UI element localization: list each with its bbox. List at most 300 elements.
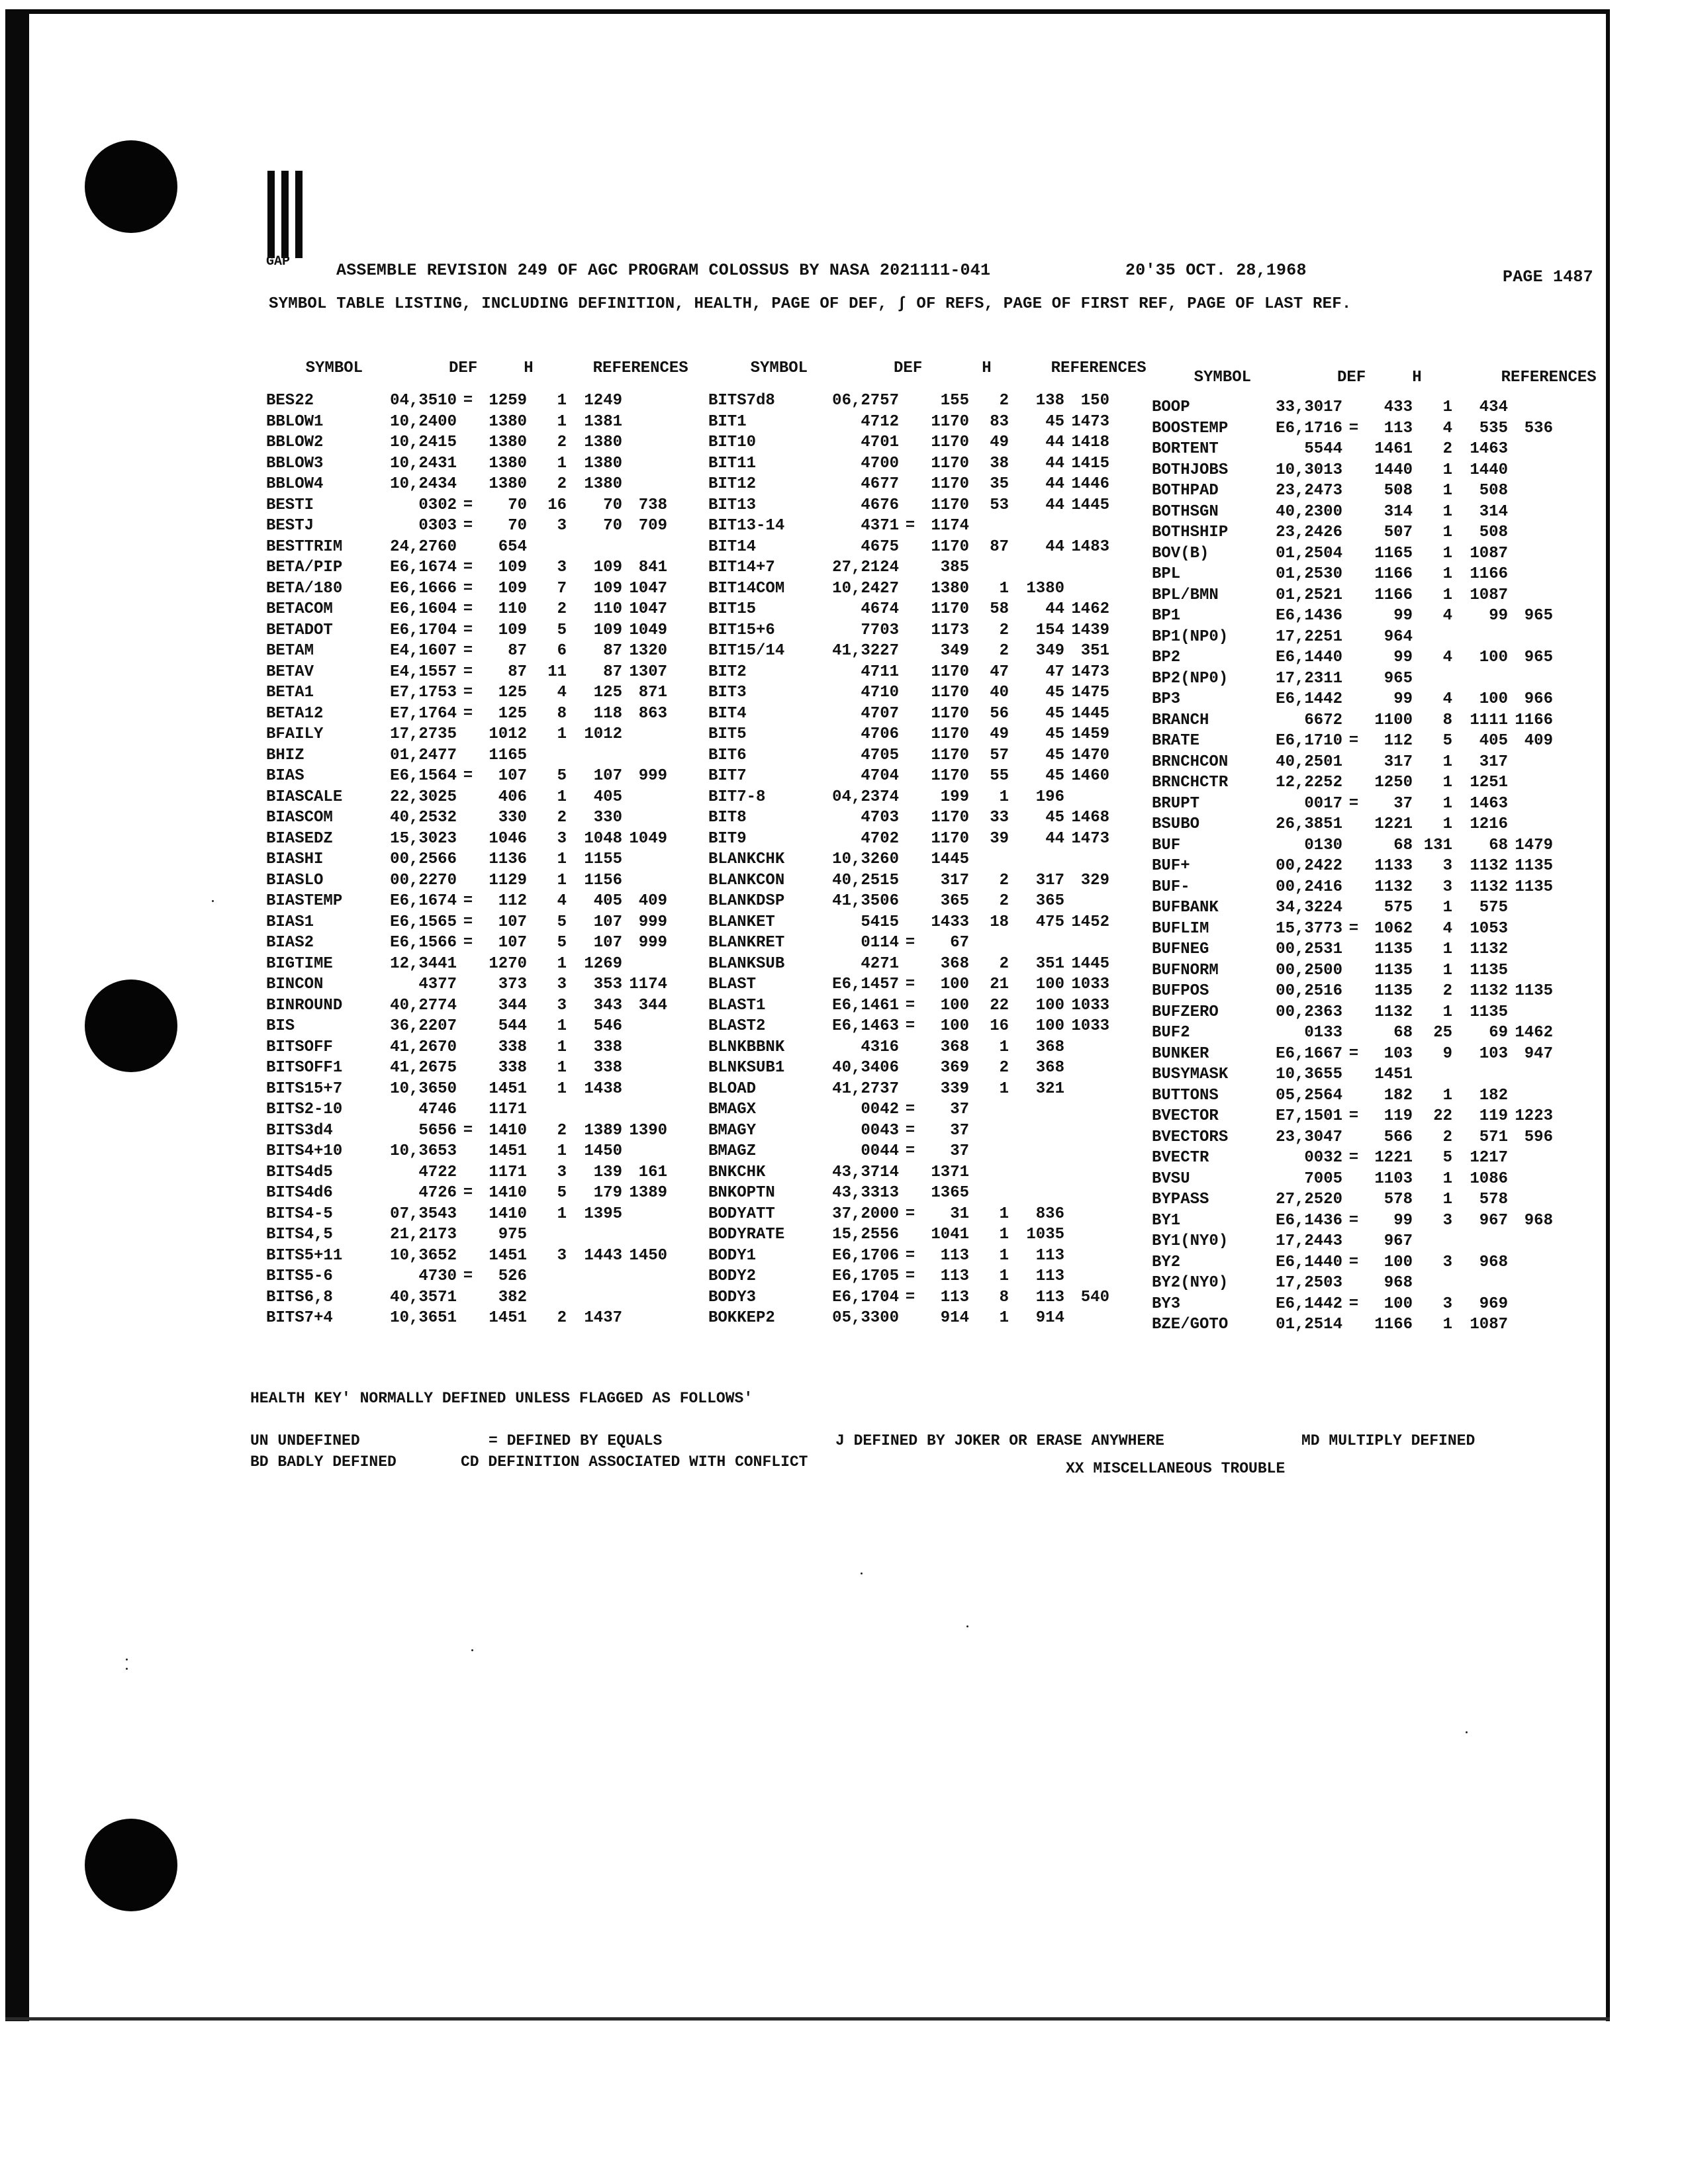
health-flag: = [905,1121,915,1140]
symbol-definition: 23,3047 [1276,1128,1342,1146]
symbol-row [708,912,1109,933]
first-reference-page: 365 [1035,892,1064,911]
first-reference-page: 1135 [1470,961,1508,979]
first-reference-page: 44 [1045,496,1064,514]
symbol-name: BZE/GOTO [1152,1316,1229,1334]
symbol-definition: 4707 [861,704,899,723]
symbol-definition: E6,1667 [1276,1044,1342,1063]
definition-page: 382 [498,1288,527,1306]
definition-page: 100 [1383,1295,1413,1313]
symbol-name: BITS2-10 [266,1101,343,1119]
last-reference-page: 1389 [629,1184,667,1203]
symbol-row [1152,1252,1553,1273]
health-flag: = [463,392,473,410]
symbol-name: BLANKCHK [708,850,785,869]
symbol-row [266,954,667,975]
symbol-row [1152,397,1553,418]
symbol-name: BODYRATE [708,1226,785,1244]
reference-count: 18 [990,913,1009,931]
first-reference-page: 109 [593,579,622,598]
reference-count: 8 [557,704,567,723]
symbol-row [266,453,667,475]
symbol-row [708,1120,1109,1142]
symbol-row [1152,1023,1553,1044]
reference-count: 21 [990,976,1009,994]
health-flag: = [463,1121,473,1140]
symbol-row [708,412,1109,433]
first-reference-page: 44 [1045,475,1064,494]
symbol-definition: 0133 [1304,1024,1342,1042]
definition-page: 107 [498,767,527,786]
symbol-name: BFAILY [266,725,324,744]
definition-page: 1166 [1374,1316,1413,1334]
symbol-name: BRATE [1152,732,1200,751]
symbol-name: BITS4+10 [266,1142,343,1161]
definition-page: 368 [940,1038,969,1056]
reference-count: 1 [557,871,567,889]
symbol-row [1152,668,1553,690]
header-h: H [524,359,534,377]
symbol-definition: 10,2431 [390,454,457,473]
definition-page: 339 [940,1079,969,1098]
symbol-name: BVECTR [1152,1149,1209,1167]
reference-count: 56 [990,704,1009,723]
reference-count: 4 [1442,419,1452,437]
definition-page: 1371 [931,1163,969,1181]
last-reference-page: 329 [1080,871,1109,889]
definition-page: 99 [1393,649,1413,667]
definition-page: 566 [1383,1128,1413,1146]
first-reference-page: 351 [1035,954,1064,973]
symbol-definition: 15,2556 [832,1226,899,1244]
reference-count: 1 [999,1309,1009,1328]
reference-count: 1 [1442,461,1452,479]
symbol-name: BP2 [1152,649,1181,667]
first-reference-page: 100 [1035,1017,1064,1036]
symbol-name: BIASTEMP [266,892,343,911]
health-key-undefined: UN UNDEFINED [250,1432,360,1449]
definition-page: 526 [498,1267,527,1286]
symbol-name: BIT1 [708,412,747,431]
definition-page: 100 [940,976,969,994]
last-reference-page: 1473 [1071,829,1109,848]
symbol-row [1152,939,1553,960]
symbol-name: BBLOW4 [266,475,324,494]
symbol-definition: 21,2173 [390,1226,457,1244]
definition-page: 1170 [931,475,969,494]
symbol-name: BPL [1152,565,1181,584]
symbol-name: BOTHJOBS [1152,461,1229,479]
symbol-definition: 0032 [1304,1149,1342,1167]
reference-count: 4 [1442,607,1452,625]
definition-page: 1170 [931,684,969,702]
symbol-name: BOTHPAD [1152,482,1219,500]
scan-speck [966,1625,968,1627]
header-references: REFERENCES [1501,369,1597,387]
symbol-name: BY2 [1152,1253,1181,1271]
symbol-definition: E6,1565 [390,913,457,931]
first-reference-page: 434 [1479,398,1508,417]
last-reference-page: 1473 [1071,412,1109,431]
reference-count: 1 [1442,523,1452,542]
listing-title: ASSEMBLE REVISION 249 OF AGC PROGRAM COLOSSUS BY NASA 2021111-041 [336,261,991,280]
reference-count: 1 [557,725,567,744]
symbol-definition: E6,1666 [390,579,457,598]
symbol-row [708,704,1109,725]
reference-count: 2 [999,642,1009,660]
symbol-row [708,495,1109,516]
symbol-row [266,1183,667,1204]
first-reference-page: 968 [1479,1253,1508,1271]
symbol-definition: 4746 [418,1101,457,1119]
definition-page: 544 [498,1017,527,1036]
symbol-definition: 7703 [861,621,899,639]
symbol-name: BY1 [1152,1211,1181,1230]
symbol-definition: 00,2416 [1276,878,1342,896]
symbol-name: BLANKCON [708,871,785,889]
reference-count: 2 [999,892,1009,911]
symbol-row [1152,919,1553,940]
symbol-name: BETA/PIP [266,559,343,577]
symbol-definition: E6,1704 [832,1288,899,1306]
first-reference-page: 45 [1045,767,1064,786]
first-reference-page: 314 [1479,502,1508,521]
first-reference-page: 1132 [1470,940,1508,959]
symbol-name: BUFPOS [1152,982,1209,1001]
symbol-row [266,974,667,995]
first-reference-page: 353 [593,976,622,994]
definition-page: 507 [1383,523,1413,542]
symbol-definition: E6,1674 [390,892,457,911]
first-reference-page: 1463 [1470,794,1508,813]
last-reference-page: 1462 [1071,600,1109,619]
health-flag: = [1348,1107,1359,1126]
symbol-definition: 10,2415 [390,433,457,452]
symbol-definition: E7,1764 [390,704,457,723]
symbol-definition: 27,2520 [1276,1191,1342,1209]
first-reference-page: 578 [1479,1191,1508,1209]
first-reference-page: 914 [1035,1309,1064,1328]
health-flag: = [905,517,915,535]
definition-page: 575 [1383,899,1413,917]
symbol-definition: 4271 [861,954,899,973]
first-reference-page: 1251 [1470,774,1508,792]
first-reference-page: 45 [1045,412,1064,431]
last-reference-page: 1479 [1515,836,1553,854]
symbol-name: BIT8 [708,809,747,827]
symbol-definition: E6,1674 [390,559,457,577]
symbol-row [1152,877,1553,898]
definition-page: 1170 [931,767,969,786]
health-flag: = [1348,1253,1359,1271]
last-reference-page: 1049 [629,621,667,639]
symbol-name: BETAV [266,662,314,681]
symbol-row [708,474,1109,495]
health-flag: = [905,1101,915,1119]
symbol-name: BETA1 [266,684,314,702]
symbol-name: BIAS [266,767,305,786]
symbol-definition: 10,2400 [390,412,457,431]
symbol-definition: 4711 [861,662,899,681]
definition-page: 1365 [931,1184,969,1203]
symbol-row [266,933,667,954]
definition-page: 70 [508,496,527,514]
symbol-name: BLOAD [708,1079,757,1098]
definition-page: 1165 [489,746,527,764]
reference-count: 1 [1442,961,1452,979]
definition-page: 37 [950,1101,969,1119]
symbol-name: BRANCH [1152,711,1209,729]
first-reference-page: 368 [1035,1038,1064,1056]
definition-page: 1170 [931,725,969,744]
definition-page: 119 [1383,1107,1413,1126]
header-symbol: SYMBOL [1194,369,1252,387]
last-reference-page: 1047 [629,579,667,598]
definition-page: 100 [940,1017,969,1036]
first-reference-page: 1437 [584,1309,622,1328]
symbol-name: BLANKDSP [708,892,785,911]
symbol-definition: 17,2735 [390,725,457,744]
symbol-definition: 15,3023 [390,829,457,848]
health-flag: = [463,579,473,598]
first-reference-page: 1463 [1470,440,1508,459]
symbol-definition: 10,3013 [1276,461,1342,479]
definition-page: 107 [498,913,527,931]
symbol-name: BRNCHCTR [1152,774,1229,792]
symbol-name: BIT13-14 [708,517,785,535]
definition-page: 1174 [931,517,969,535]
symbol-definition: 01,2530 [1276,565,1342,584]
symbol-definition: 4701 [861,433,899,452]
first-reference-page: 1380 [584,475,622,494]
symbol-definition: E7,1753 [390,684,457,702]
symbol-definition: 01,2521 [1276,586,1342,604]
symbol-definition: 4674 [861,600,899,619]
symbol-definition: 5415 [861,913,899,931]
symbol-row [708,745,1109,766]
symbol-definition: 37,2000 [832,1205,899,1223]
first-reference-page: 125 [593,684,622,702]
symbol-row [266,599,667,620]
symbol-row [1152,502,1553,523]
health-flag: = [463,767,473,786]
symbol-definition: 01,2514 [1276,1316,1342,1334]
definition-page: 70 [508,517,527,535]
symbol-definition: 4705 [861,746,899,764]
first-reference-page: 138 [1035,392,1064,410]
symbol-definition: 6672 [1304,711,1342,729]
symbol-definition: E6,1457 [832,976,899,994]
symbol-name: BUFBANK [1152,899,1219,917]
symbol-row [266,849,667,870]
last-reference-page: 161 [638,1163,667,1181]
symbol-name: BIASCOM [266,809,333,827]
symbol-name: BIASLO [266,871,324,889]
last-reference-page: 409 [1524,732,1553,751]
first-reference-page: 1381 [584,412,622,431]
symbol-row [266,1099,667,1120]
symbol-row [1152,710,1553,731]
symbol-name: BIASHI [266,850,324,869]
definition-page: 1132 [1374,878,1413,896]
symbol-name: BLAST2 [708,1017,766,1036]
last-reference-page: 596 [1524,1128,1553,1146]
symbol-row [708,954,1109,975]
symbol-name: BITS6,8 [266,1288,333,1306]
last-reference-page: 1390 [629,1121,667,1140]
definition-page: 99 [1393,607,1413,625]
reference-count: 1 [1442,1316,1452,1334]
health-flag: = [905,1288,915,1306]
symbol-name: BIT6 [708,746,747,764]
symbol-definition: 00,2531 [1276,940,1342,959]
definition-page: 1270 [489,954,527,973]
symbol-row [266,432,667,453]
symbol-name: BIT2 [708,662,747,681]
first-reference-page: 1012 [584,725,622,744]
definition-page: 1171 [489,1163,527,1181]
reference-count: 16 [990,1017,1009,1036]
first-reference-page: 1249 [584,392,622,410]
symbol-definition: 4704 [861,767,899,786]
symbol-row [1152,772,1553,794]
header-symbol: SYMBOL [750,359,808,377]
symbol-name: BUF [1152,836,1181,854]
last-reference-page: 1033 [1071,1017,1109,1036]
definition-page: 1100 [1374,711,1413,729]
definition-page: 1451 [489,1079,527,1098]
header-def: DEF [894,359,923,377]
symbol-definition: 15,3773 [1276,919,1342,938]
reference-count: 1 [1442,815,1452,834]
symbol-name: BLNKSUB1 [708,1059,785,1077]
symbol-name: BP2(NP0) [1152,669,1229,688]
last-reference-page: 709 [638,517,667,535]
reference-count: 2 [999,392,1009,410]
last-reference-page: 1047 [629,600,667,619]
reference-count: 4 [1442,649,1452,667]
symbol-definition: 17,2251 [1276,627,1342,646]
symbol-definition: 40,2532 [390,809,457,827]
symbol-row [266,1079,667,1100]
symbol-name: BUF- [1152,878,1190,896]
column-headers-group-2 [712,341,1147,395]
first-reference-page: 1380 [1026,579,1064,598]
reference-count: 57 [990,746,1009,764]
symbol-row [1152,1064,1553,1085]
symbol-name: BODY2 [708,1267,757,1286]
symbol-name: BIT7 [708,767,747,786]
header-h: H [1412,369,1422,387]
health-flag: = [1348,1211,1359,1230]
symbol-name: BP1 [1152,607,1181,625]
health-flag: = [463,684,473,702]
definition-page: 1410 [489,1205,527,1223]
symbol-row [708,1162,1109,1183]
reference-count: 1 [557,412,567,431]
symbol-definition: 4726 [418,1184,457,1203]
symbol-definition: E6,1716 [1276,419,1342,437]
symbol-row [1152,794,1553,815]
scan-speck [212,900,214,902]
symbol-definition: E6,1461 [832,996,899,1015]
definition-page: 914 [940,1309,969,1328]
symbol-definition: 33,3017 [1276,398,1342,417]
symbol-row [266,995,667,1017]
first-reference-page: 69 [1489,1024,1508,1042]
definition-page: 100 [1383,1253,1413,1271]
first-reference-page: 349 [1035,642,1064,660]
symbol-definition: 17,2311 [1276,669,1342,688]
definition-page: 87 [508,662,527,681]
first-reference-page: 1440 [1470,461,1508,479]
reference-count: 1 [1442,1086,1452,1105]
symbol-row [708,724,1109,745]
symbol-definition: 0130 [1304,836,1342,854]
first-reference-page: 44 [1045,433,1064,452]
first-reference-page: 118 [593,704,622,723]
first-reference-page: 475 [1035,913,1064,931]
symbol-definition: 40,2774 [390,996,457,1015]
first-reference-page: 45 [1045,725,1064,744]
symbol-name: BY1(NY0) [1152,1232,1229,1251]
symbol-name: BPL/BMN [1152,586,1219,604]
definition-page: 1451 [1374,1066,1413,1084]
definition-page: 1170 [931,809,969,827]
definition-page: 109 [498,579,527,598]
symbol-row [1152,1169,1553,1190]
definition-page: 1166 [1374,586,1413,604]
symbol-name: BIT11 [708,454,757,473]
reference-count: 4 [557,684,567,702]
symbol-name: BUFLIM [1152,919,1209,938]
symbol-name: BUTTONS [1152,1086,1219,1105]
symbol-row [266,704,667,725]
reference-count: 9 [1442,1044,1452,1063]
symbol-definition: E6,1704 [390,621,457,639]
first-reference-page: 338 [593,1059,622,1077]
first-reference-page: 45 [1045,704,1064,723]
reference-count: 5 [557,1184,567,1203]
reference-count: 1 [1442,899,1452,917]
symbol-row [266,412,667,433]
reference-count: 1 [1442,1169,1452,1188]
reference-count: 4 [1442,919,1452,938]
symbol-row [708,599,1109,620]
symbol-definition: 00,2422 [1276,857,1342,876]
definition-page: 1440 [1374,461,1413,479]
definition-page: 338 [498,1059,527,1077]
last-reference-page: 1135 [1515,857,1553,876]
symbol-row [266,390,667,412]
symbol-definition: E6,1604 [390,600,457,619]
reference-count: 1 [1442,794,1452,813]
symbol-row [1152,543,1553,565]
symbol-row [1152,897,1553,919]
definition-page: 1166 [1374,565,1413,584]
symbol-row [708,1266,1109,1287]
definition-page: 1170 [931,454,969,473]
symbol-name: BIASEDZ [266,829,333,848]
reference-count: 33 [990,809,1009,827]
definition-page: 654 [498,537,527,556]
first-reference-page: 317 [1479,752,1508,771]
symbol-name: BOTHSGN [1152,502,1219,521]
last-reference-page: 999 [638,934,667,952]
last-reference-page: 1033 [1071,976,1109,994]
health-key-joker: J DEFINED BY JOKER OR ERASE ANYWHERE [835,1432,1164,1449]
symbol-definition: 4706 [861,725,899,744]
